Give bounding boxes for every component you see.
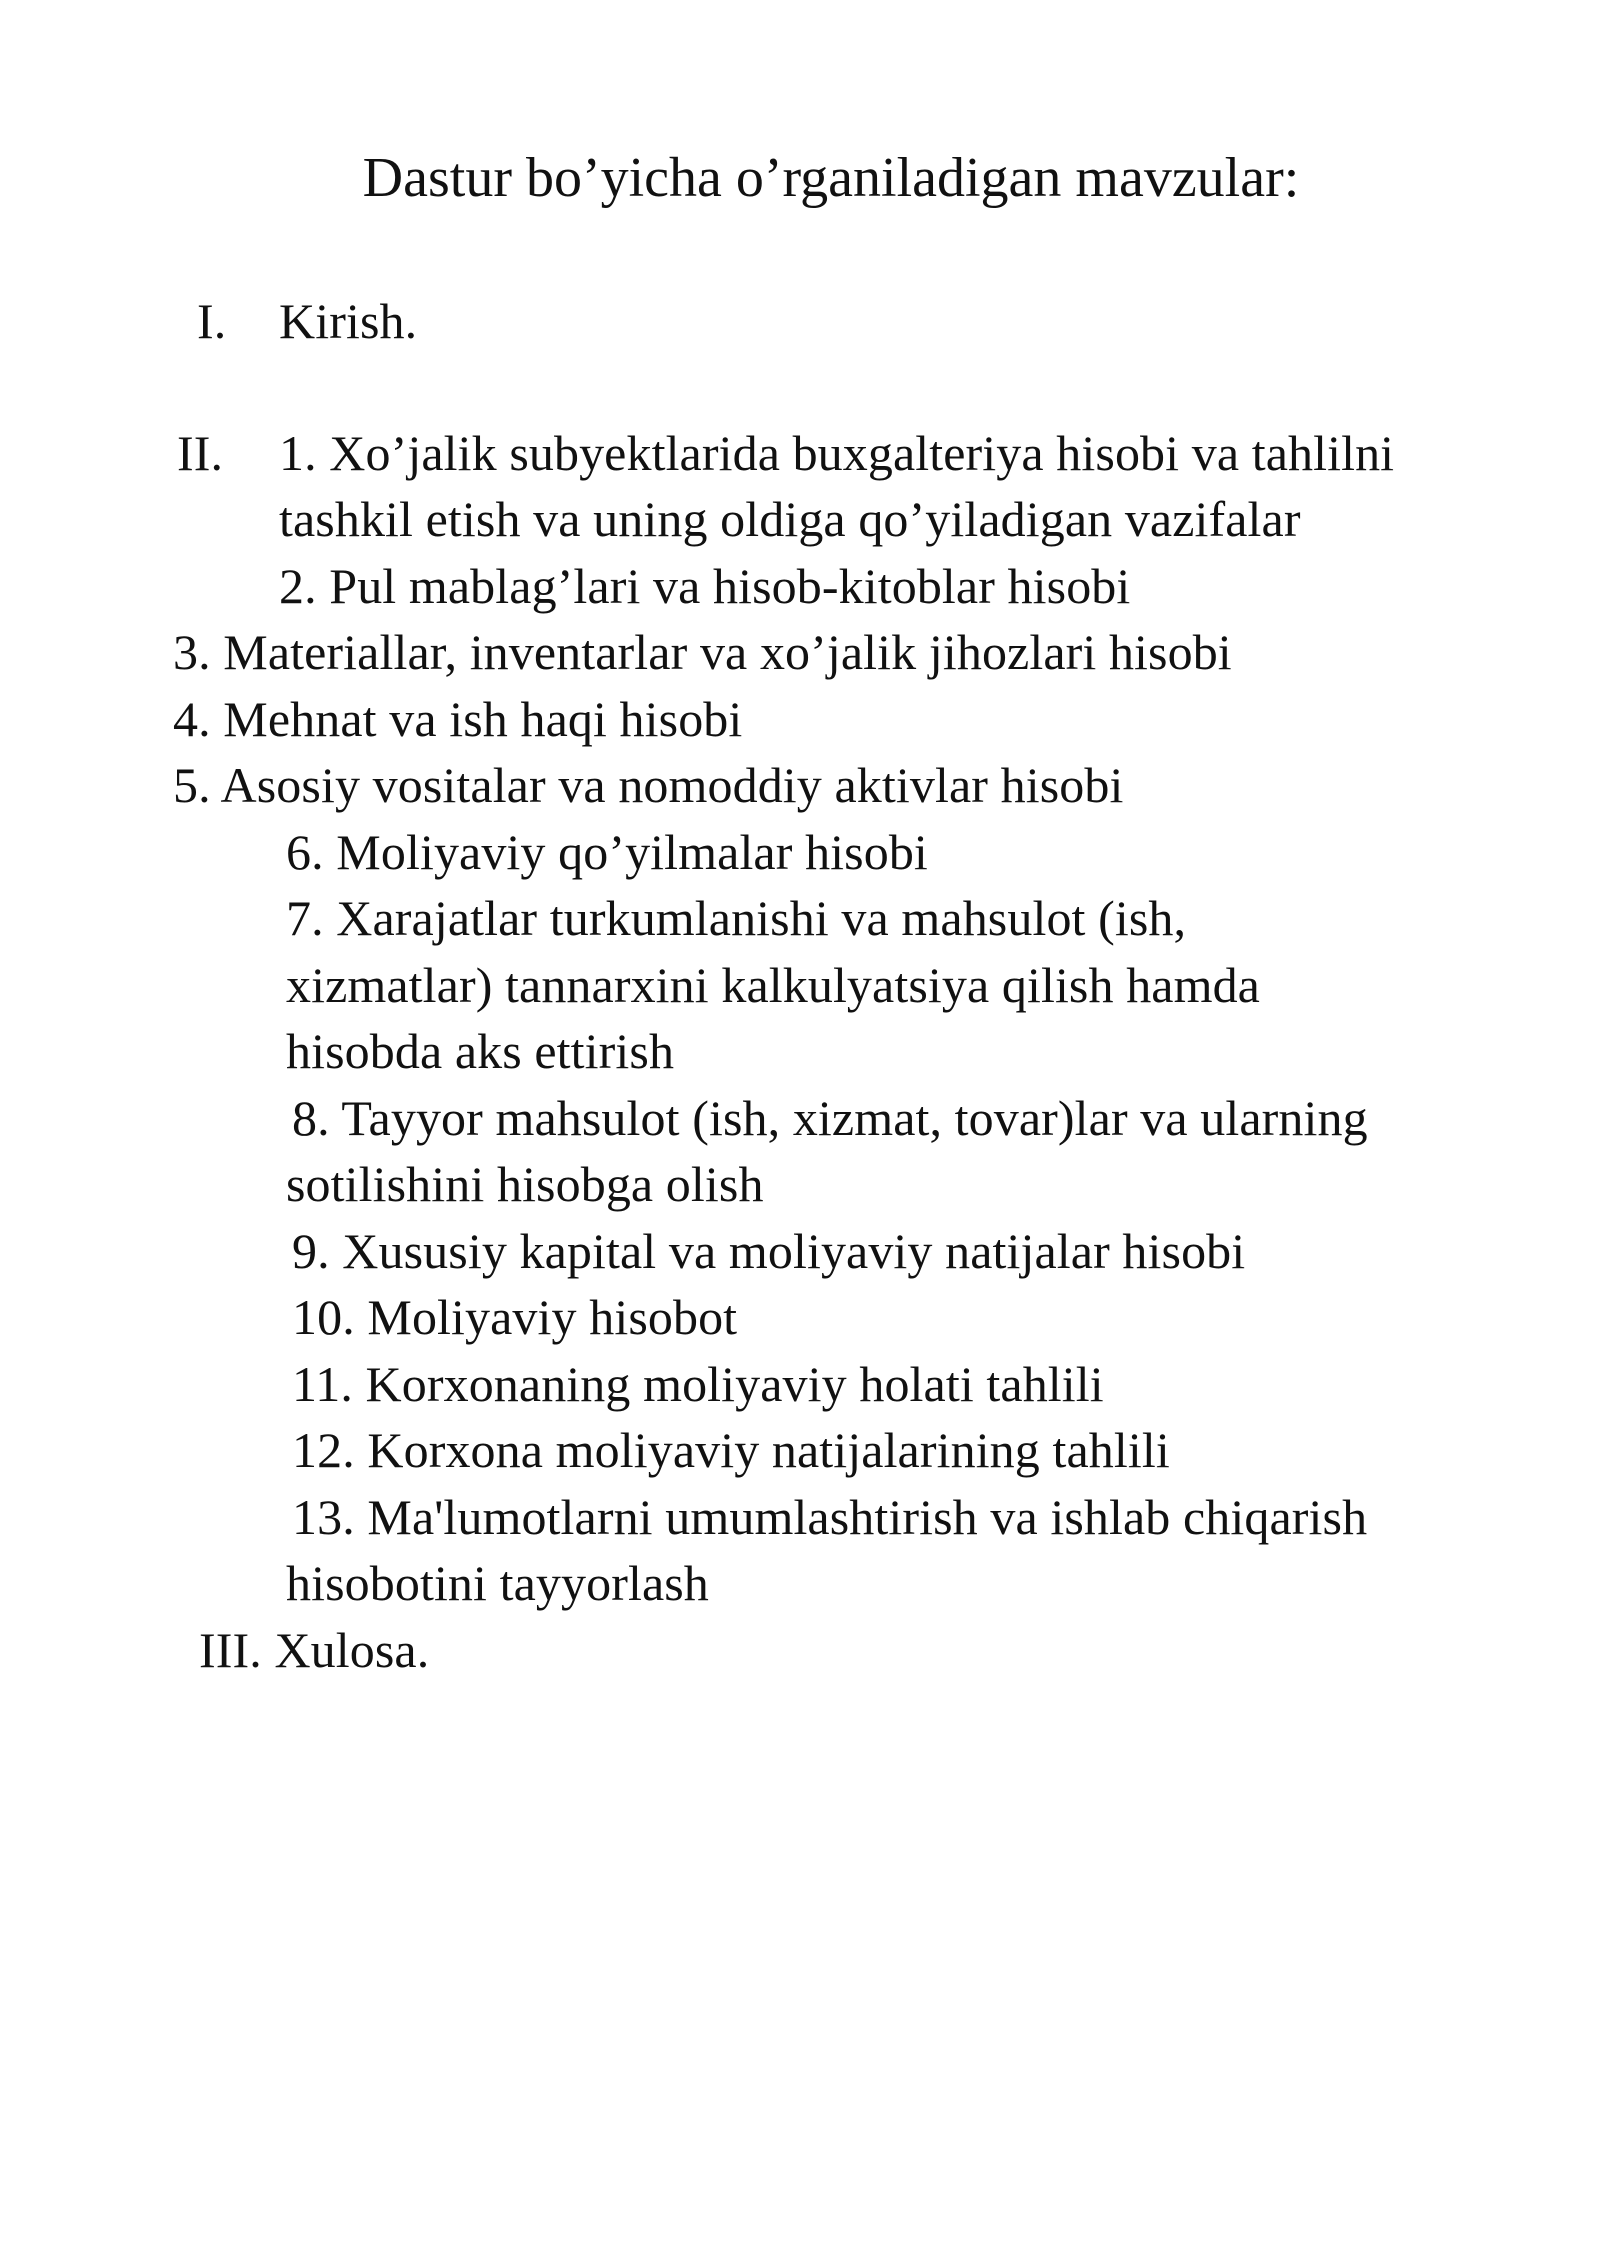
section-ii-numeral: II. [177, 425, 224, 481]
section-i-numeral: I. [197, 293, 227, 349]
page-title: Dastur bo’yicha o’rganiladigan mavzular: [362, 147, 1300, 209]
topic-line: 11. Korxonaning moliyaviy holati tahlili [292, 1356, 1104, 1412]
topic-line: 6. Moliyaviy qo’yilmalar hisobi [286, 824, 928, 880]
topic-line: hisobda aks ettirish [286, 1023, 675, 1079]
topic-line: 8. Tayyor mahsulot (ish, xizmat, tovar)lar va ularning [292, 1090, 1368, 1146]
section-iii-label: III. Xulosa. [199, 1622, 430, 1678]
topic-line: sotilishini hisobga olish [286, 1156, 764, 1212]
topic-line: 5. Asosiy vositalar va nomoddiy aktivlar hisobi [173, 757, 1124, 813]
topic-line: 2. Pul mablag’lari va hisob-kitoblar hisobi [279, 558, 1131, 614]
topic-line: hisobotini tayyorlash [286, 1555, 709, 1611]
topic-line: 13. Ma'lumotlarni umumlashtirish va ishlab chiqarish [292, 1489, 1368, 1545]
topic-line: 4. Mehnat va ish haqi hisobi [173, 691, 743, 747]
topic-line: 10. Moliyaviy hisobot [292, 1289, 738, 1345]
topic-line: 12. Korxona moliyaviy natijalarining tahlili [292, 1422, 1170, 1478]
topic-line: 7. Xarajatlar turkumlanishi va mahsulot (ish, [286, 890, 1187, 946]
topic-line: 3. Materiallar, inventarlar va xo’jalik jihozlari hisobi [173, 624, 1232, 680]
topic-line: xizmatlar) tannarxini kalkulyatsiya qilish hamda [286, 957, 1260, 1013]
section-i-label: Kirish. [279, 293, 418, 349]
topic-line: 1. Xo’jalik subyektlarida buxgalteriya hisobi va tahlilni [279, 425, 1395, 481]
topic-line: tashkil etish va uning oldiga qo’yiladigan vazifalar [279, 491, 1301, 547]
topic-line: 9. Xususiy kapital va moliyaviy natijalar hisobi [292, 1223, 1246, 1279]
